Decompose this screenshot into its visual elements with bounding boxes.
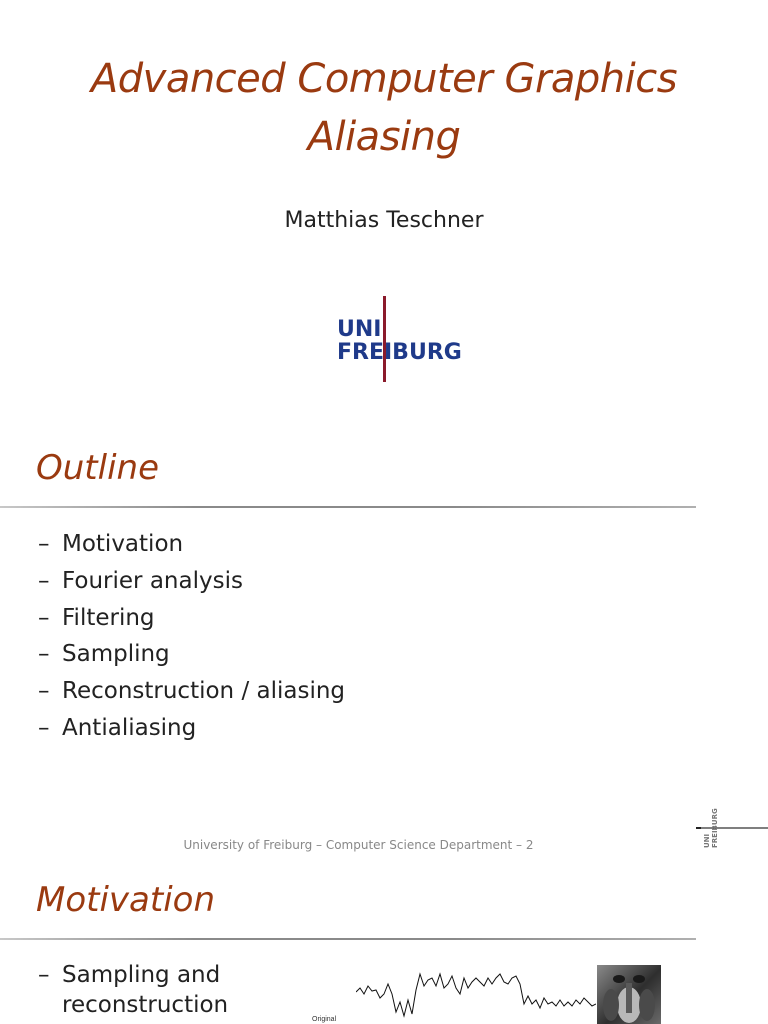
slide-footer: University of Freiburg – Computer Science Department – 2 xyxy=(183,838,534,852)
list-item: – Reconstruction / aliasing xyxy=(38,678,346,705)
title-divider xyxy=(0,938,696,940)
logo-text-freiburg: FREIBURG xyxy=(337,340,462,365)
list-item: – Fourier analysis xyxy=(38,567,243,594)
list-item: – Sampling and reconstruction xyxy=(38,962,229,1018)
signal-waveform-figure xyxy=(356,964,596,1024)
title-line-2: Aliasing xyxy=(307,114,461,160)
side-logo-text-freiburg: FREIBURG xyxy=(711,808,719,848)
side-university-logo xyxy=(694,800,768,850)
slide-title: Outline xyxy=(36,448,160,488)
list-item: – Antialiasing xyxy=(38,714,197,741)
outline-list xyxy=(38,526,345,747)
university-logo xyxy=(335,296,465,382)
author-name: Matthias Teschner xyxy=(284,208,484,233)
presentation-title xyxy=(0,50,768,166)
list-item: – Sampling xyxy=(38,641,170,668)
figure-label: Original xyxy=(312,1016,337,1023)
slide-title: Motivation xyxy=(36,880,215,920)
outline-slide xyxy=(0,412,768,864)
mandrill-photo-thumbnail xyxy=(597,965,661,1024)
list-item: – Filtering xyxy=(38,604,155,631)
title-divider xyxy=(0,506,696,508)
title-slide xyxy=(0,0,768,412)
motivation-slide xyxy=(0,864,768,1024)
title-line-1: Advanced Computer Graphics xyxy=(90,56,678,102)
side-logo-text-uni: UNI xyxy=(703,833,711,848)
logo-text-uni: UNI xyxy=(337,317,382,342)
list-item: – Motivation xyxy=(38,531,184,557)
